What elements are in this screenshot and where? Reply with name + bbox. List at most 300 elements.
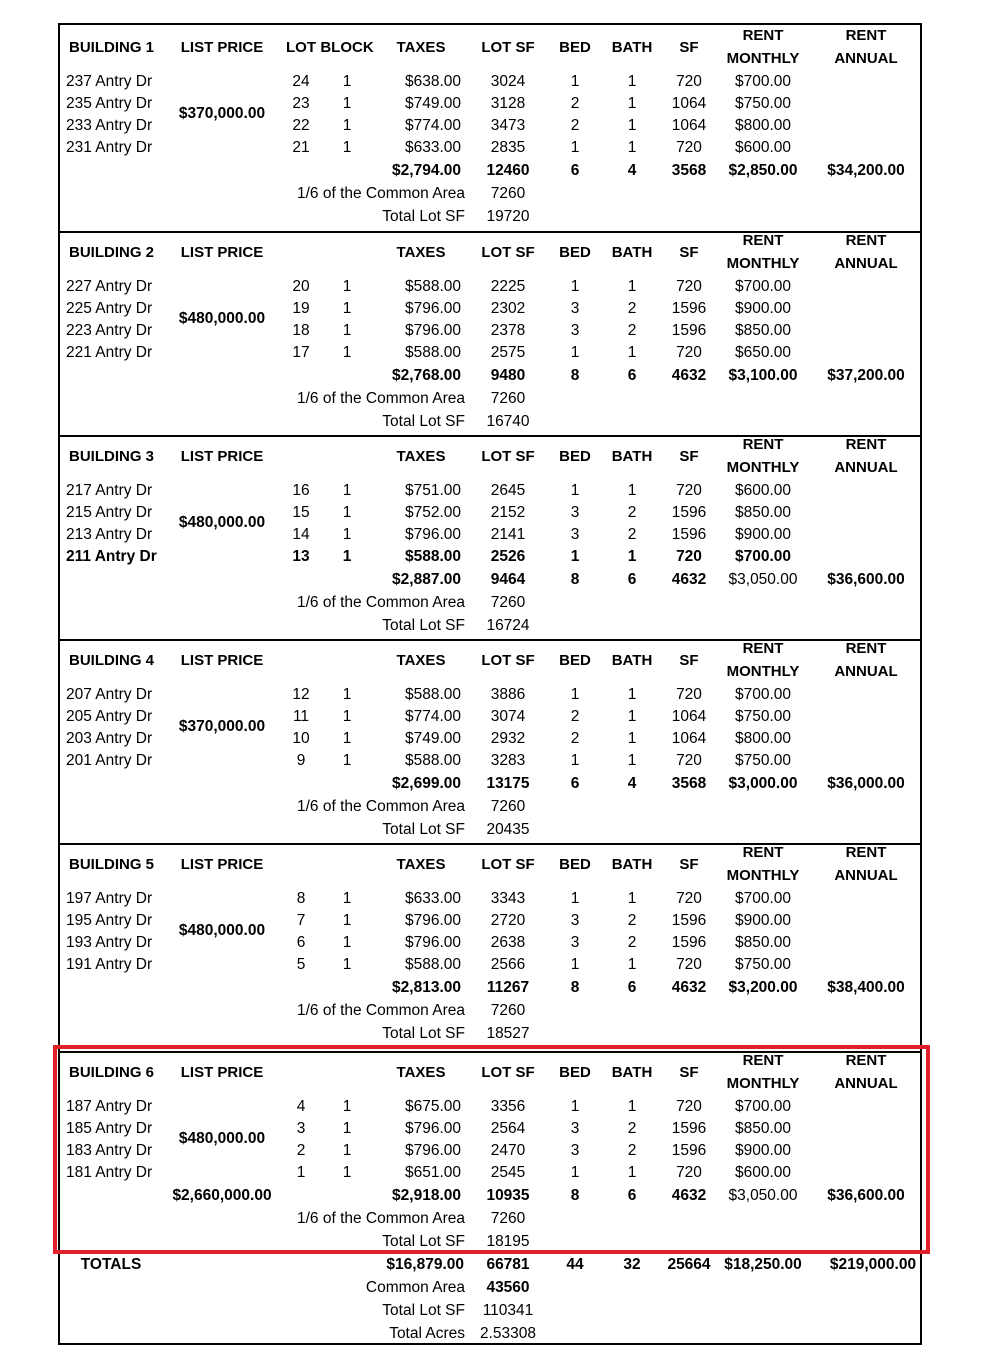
unit-taxes: $796.00 [404, 322, 461, 339]
unit-sf: 720 [676, 139, 702, 156]
unit-address: 225 Antry Dr [66, 300, 153, 317]
unit-taxes: $796.00 [404, 526, 461, 543]
unit-rent-monthly: $750.00 [734, 752, 792, 769]
unit-block: 1 [342, 548, 352, 565]
total-lot-sf-label: Total Lot SF [382, 413, 465, 430]
unit-address: 221 Antry Dr [66, 344, 153, 361]
unit-taxes: $633.00 [404, 890, 461, 907]
column-header-bed: BED [559, 39, 591, 56]
unit-bed: 3 [570, 322, 580, 339]
building-rent-annual-total: $36,600.00 [827, 571, 905, 588]
unit-rent-monthly: $650.00 [734, 344, 792, 361]
unit-rent-monthly: $850.00 [734, 504, 792, 521]
building-lot-sf-total: 12460 [486, 162, 530, 179]
unit-bed: 1 [570, 752, 580, 769]
unit-lot-sf: 3886 [490, 686, 526, 703]
unit-rent-monthly: $850.00 [734, 1120, 792, 1137]
column-header-sf: SF [679, 244, 699, 261]
column-header-list-price: LIST PRICE [180, 244, 264, 261]
unit-address: 223 Antry Dr [66, 322, 153, 339]
building-title: BUILDING 6 [69, 1064, 155, 1081]
column-header-sf: SF [679, 856, 699, 873]
unit-taxes: $588.00 [404, 344, 461, 361]
unit-bath: 1 [627, 686, 637, 703]
building-sf-total: 4632 [671, 1187, 707, 1204]
unit-block: 1 [342, 117, 352, 134]
unit-taxes: $749.00 [404, 95, 461, 112]
unit-lot: 20 [292, 278, 310, 295]
column-header-lot-sf: LOT SF [481, 1064, 535, 1081]
unit-taxes: $796.00 [404, 912, 461, 929]
building-bath-total: 4 [627, 775, 637, 792]
column-header-monthly: MONTHLY [726, 459, 800, 476]
column-header-annual: ANNUAL [834, 663, 898, 680]
column-header-list-price: LIST PRICE [180, 652, 264, 669]
unit-block: 1 [342, 73, 352, 90]
unit-lot-sf: 2470 [490, 1142, 526, 1159]
unit-address: 213 Antry Dr [66, 526, 153, 543]
unit-bed: 1 [570, 73, 580, 90]
unit-lot-sf: 2645 [490, 482, 526, 499]
column-header-annual: ANNUAL [834, 1075, 898, 1092]
unit-lot-sf: 2720 [490, 912, 526, 929]
unit-block: 1 [342, 278, 352, 295]
building-rent-annual-total: $36,000.00 [827, 775, 905, 792]
unit-bed: 1 [570, 890, 580, 907]
totals-rent-monthly: $18,250.00 [724, 1256, 802, 1273]
unit-lot-sf: 2564 [490, 1120, 526, 1137]
column-header-taxes: TAXES [396, 39, 446, 56]
building-sf-total: 4632 [671, 979, 707, 996]
unit-bath: 2 [627, 1120, 637, 1137]
unit-taxes: $752.00 [404, 504, 461, 521]
unit-bath: 1 [627, 117, 637, 134]
building-separator [58, 435, 922, 437]
unit-taxes: $675.00 [404, 1098, 461, 1115]
common-area-label: 1/6 of the Common Area [296, 594, 465, 611]
unit-sf: 720 [676, 73, 702, 90]
unit-lot-sf: 3283 [490, 752, 526, 769]
column-header-bath: BATH [611, 652, 653, 669]
totals-total-lot-sf-label: Total Lot SF [382, 1302, 465, 1319]
column-header-rent: RENT [845, 27, 887, 44]
unit-address: 197 Antry Dr [66, 890, 153, 907]
common-area-value: 7260 [490, 594, 526, 611]
unit-lot: 14 [292, 526, 310, 543]
unit-bed: 1 [570, 1164, 580, 1181]
column-header-rent: RENT [742, 27, 784, 44]
column-header-bed: BED [559, 856, 591, 873]
unit-rent-monthly: $700.00 [734, 278, 792, 295]
unit-address: 235 Antry Dr [66, 95, 153, 112]
building-rent-annual-total: $34,200.00 [827, 162, 905, 179]
building-lot-sf-total: 10935 [486, 1187, 530, 1204]
unit-block: 1 [342, 1142, 352, 1159]
common-area-value: 7260 [490, 1002, 526, 1019]
unit-bath: 1 [627, 548, 637, 565]
unit-rent-monthly: $600.00 [734, 139, 792, 156]
common-area-label: 1/6 of the Common Area [296, 798, 465, 815]
unit-lot: 12 [292, 686, 310, 703]
unit-rent-monthly: $900.00 [734, 1142, 792, 1159]
unit-bed: 3 [570, 1120, 580, 1137]
unit-rent-monthly: $800.00 [734, 117, 792, 134]
total-lot-sf-value: 16724 [486, 617, 530, 634]
total-lot-sf-label: Total Lot SF [382, 1025, 465, 1042]
unit-block: 1 [342, 504, 352, 521]
column-header-monthly: MONTHLY [726, 50, 800, 67]
unit-lot: 10 [292, 730, 310, 747]
unit-lot: 15 [292, 504, 310, 521]
unit-bath: 1 [627, 956, 637, 973]
building-sf-total: 3568 [671, 775, 707, 792]
unit-bed: 1 [570, 548, 580, 565]
unit-block: 1 [342, 934, 352, 951]
total-lot-sf-value: 18195 [486, 1233, 530, 1250]
unit-lot: 4 [296, 1098, 306, 1115]
unit-sf: 1596 [671, 1120, 707, 1137]
unit-block: 1 [342, 752, 352, 769]
unit-bed: 2 [570, 730, 580, 747]
building-rent-annual-total: $36,600.00 [827, 1187, 905, 1204]
unit-rent-monthly: $800.00 [734, 730, 792, 747]
unit-lot: 1 [296, 1164, 306, 1181]
common-area-value: 7260 [490, 185, 526, 202]
unit-bath: 2 [627, 1142, 637, 1159]
unit-taxes: $796.00 [404, 1120, 461, 1137]
building-taxes-total: $2,794.00 [392, 162, 461, 179]
common-area-label: 1/6 of the Common Area [296, 390, 465, 407]
unit-bath: 1 [627, 1164, 637, 1181]
unit-taxes: $774.00 [404, 117, 461, 134]
unit-bath: 2 [627, 912, 637, 929]
building-separator [58, 843, 922, 845]
unit-address: 231 Antry Dr [66, 139, 153, 156]
unit-sf: 720 [676, 1164, 702, 1181]
unit-lot: 22 [292, 117, 310, 134]
unit-lot: 2 [296, 1142, 306, 1159]
unit-bath: 2 [627, 934, 637, 951]
building-title: BUILDING 1 [69, 39, 155, 56]
building-title: BUILDING 3 [69, 448, 155, 465]
unit-lot-sf: 2545 [490, 1164, 526, 1181]
totals-sf: 25664 [667, 1256, 711, 1273]
column-header-monthly: MONTHLY [726, 663, 800, 680]
column-header-bed: BED [559, 652, 591, 669]
unit-address: 227 Antry Dr [66, 278, 153, 295]
total-lot-sf-label: Total Lot SF [382, 208, 465, 225]
unit-address: 183 Antry Dr [66, 1142, 153, 1159]
unit-sf: 720 [676, 956, 702, 973]
column-header-lot-sf: LOT SF [481, 39, 535, 56]
column-header-lot: LOT [286, 39, 316, 56]
unit-address: 187 Antry Dr [66, 1098, 153, 1115]
unit-sf: 1596 [671, 322, 707, 339]
unit-bed: 2 [570, 117, 580, 134]
unit-lot-sf: 3473 [490, 117, 526, 134]
unit-lot-sf: 3343 [490, 890, 526, 907]
unit-bed: 3 [570, 504, 580, 521]
unit-rent-monthly: $900.00 [734, 300, 792, 317]
column-header-taxes: TAXES [396, 652, 446, 669]
building-rent-monthly-total: $3,050.00 [728, 571, 798, 588]
total-lot-sf-label: Total Lot SF [382, 821, 465, 838]
unit-bed: 1 [570, 278, 580, 295]
building-rent-monthly-total: $3,050.00 [728, 1187, 798, 1204]
building-bath-total: 6 [627, 979, 637, 996]
unit-lot: 21 [292, 139, 310, 156]
building-bed-total: 8 [570, 979, 580, 996]
unit-bath: 2 [627, 300, 637, 317]
unit-lot: 23 [292, 95, 310, 112]
unit-bed: 3 [570, 300, 580, 317]
unit-address: 191 Antry Dr [66, 956, 153, 973]
total-lot-sf-value: 19720 [486, 208, 530, 225]
column-header-sf: SF [679, 652, 699, 669]
unit-bath: 1 [627, 73, 637, 90]
unit-address: 181 Antry Dr [66, 1164, 153, 1181]
unit-bed: 1 [570, 482, 580, 499]
column-header-bath: BATH [611, 1064, 653, 1081]
building-bath-total: 4 [627, 162, 637, 179]
building-taxes-total: $2,887.00 [392, 571, 461, 588]
building-title: BUILDING 4 [69, 652, 155, 669]
unit-lot: 17 [292, 344, 310, 361]
unit-sf: 720 [676, 752, 702, 769]
unit-lot-sf: 2225 [490, 278, 526, 295]
unit-bath: 2 [627, 504, 637, 521]
column-header-bath: BATH [611, 39, 653, 56]
total-lot-sf-value: 20435 [486, 821, 530, 838]
column-header-sf: SF [679, 1064, 699, 1081]
common-area-value: 7260 [490, 390, 526, 407]
unit-block: 1 [342, 139, 352, 156]
unit-lot-sf: 2835 [490, 139, 526, 156]
common-area-label: 1/6 of the Common Area [296, 185, 465, 202]
building-bath-total: 6 [627, 367, 637, 384]
unit-lot: 5 [296, 956, 306, 973]
unit-bath: 1 [627, 890, 637, 907]
unit-address: 201 Antry Dr [66, 752, 153, 769]
unit-address: 237 Antry Dr [66, 73, 153, 90]
unit-block: 1 [342, 300, 352, 317]
unit-block: 1 [342, 482, 352, 499]
column-header-bed: BED [559, 1064, 591, 1081]
building-separator [58, 639, 922, 641]
column-header-bed: BED [559, 448, 591, 465]
unit-sf: 1596 [671, 934, 707, 951]
unit-block: 1 [342, 1098, 352, 1115]
unit-taxes: $796.00 [404, 934, 461, 951]
unit-taxes: $774.00 [404, 708, 461, 725]
unit-block: 1 [342, 956, 352, 973]
totals-common-area-label: Common Area [365, 1279, 465, 1296]
building-rent-monthly-total: $3,000.00 [728, 775, 798, 792]
totals-taxes: $16,879.00 [386, 1256, 464, 1273]
unit-bed: 2 [570, 95, 580, 112]
column-header-bath: BATH [611, 244, 653, 261]
building-lot-sf-total: 13175 [486, 775, 530, 792]
building-rent-annual-total: $37,200.00 [827, 367, 905, 384]
column-header-list-price: LIST PRICE [180, 448, 264, 465]
unit-rent-monthly: $900.00 [734, 912, 792, 929]
unit-address: 195 Antry Dr [66, 912, 153, 929]
list-price-value: $480,000.00 [178, 514, 266, 531]
column-header-list-price: LIST PRICE [180, 856, 264, 873]
unit-sf: 720 [676, 890, 702, 907]
building-rent-annual-total: $38,400.00 [827, 979, 905, 996]
unit-sf: 720 [676, 1098, 702, 1115]
column-header-lot-sf: LOT SF [481, 652, 535, 669]
column-header-monthly: MONTHLY [726, 255, 800, 272]
unit-lot-sf: 3074 [490, 708, 526, 725]
unit-lot: 6 [296, 934, 306, 951]
unit-address: 193 Antry Dr [66, 934, 153, 951]
column-header-rent: RENT [845, 640, 887, 657]
unit-rent-monthly: $700.00 [734, 73, 792, 90]
column-header-rent: RENT [742, 640, 784, 657]
column-header-annual: ANNUAL [834, 867, 898, 884]
unit-rent-monthly: $700.00 [734, 686, 792, 703]
unit-lot-sf: 2575 [490, 344, 526, 361]
unit-sf: 1596 [671, 504, 707, 521]
building-list-price-total: $2,660,000.00 [172, 1187, 272, 1204]
totals-acres-value: 2.53308 [479, 1325, 537, 1342]
unit-bed: 3 [570, 526, 580, 543]
unit-lot-sf: 2302 [490, 300, 526, 317]
building-rent-monthly-total: $2,850.00 [728, 162, 798, 179]
totals-bed: 44 [566, 1256, 584, 1273]
unit-taxes: $638.00 [404, 73, 461, 90]
building-separator [58, 231, 922, 233]
building-taxes-total: $2,918.00 [392, 1187, 461, 1204]
unit-bath: 1 [627, 95, 637, 112]
column-header-bath: BATH [611, 856, 653, 873]
column-header-taxes: TAXES [396, 244, 446, 261]
unit-taxes: $749.00 [404, 730, 461, 747]
column-header-sf: SF [679, 448, 699, 465]
unit-block: 1 [342, 526, 352, 543]
unit-bed: 3 [570, 1142, 580, 1159]
unit-rent-monthly: $750.00 [734, 95, 792, 112]
column-header-monthly: MONTHLY [726, 1075, 800, 1092]
unit-bed: 2 [570, 708, 580, 725]
column-header-sf: SF [679, 39, 699, 56]
list-price-value: $480,000.00 [178, 310, 266, 327]
totals-rent-annual: $219,000.00 [829, 1256, 917, 1273]
totals-label: TOTALS [80, 1256, 142, 1273]
common-area-value: 7260 [490, 1210, 526, 1227]
unit-taxes: $588.00 [404, 686, 461, 703]
unit-bed: 1 [570, 686, 580, 703]
unit-taxes: $751.00 [404, 482, 461, 499]
unit-bath: 1 [627, 708, 637, 725]
building-bed-total: 6 [570, 775, 580, 792]
column-header-rent: RENT [845, 232, 887, 249]
column-header-rent: RENT [742, 844, 784, 861]
totals-bath: 32 [623, 1256, 641, 1273]
common-area-label: 1/6 of the Common Area [296, 1002, 465, 1019]
unit-block: 1 [342, 95, 352, 112]
unit-taxes: $633.00 [404, 139, 461, 156]
column-header-block: BLOCK [320, 39, 374, 56]
unit-lot: 24 [292, 73, 310, 90]
unit-lot-sf: 3024 [490, 73, 526, 90]
unit-rent-monthly: $600.00 [734, 1164, 792, 1181]
column-header-lot-sf: LOT SF [481, 448, 535, 465]
building-bed-total: 8 [570, 367, 580, 384]
unit-address: 217 Antry Dr [66, 482, 153, 499]
unit-block: 1 [342, 730, 352, 747]
total-lot-sf-label: Total Lot SF [382, 617, 465, 634]
column-header-taxes: TAXES [396, 448, 446, 465]
building-sf-total: 3568 [671, 162, 707, 179]
unit-taxes: $796.00 [404, 300, 461, 317]
unit-lot-sf: 2378 [490, 322, 526, 339]
unit-taxes: $588.00 [404, 956, 461, 973]
unit-block: 1 [342, 322, 352, 339]
unit-sf: 1064 [671, 117, 707, 134]
unit-lot: 11 [292, 708, 310, 725]
unit-sf: 720 [676, 344, 702, 361]
list-price-value: $480,000.00 [178, 1130, 266, 1147]
building-lot-sf-total: 9464 [490, 571, 526, 588]
unit-bath: 1 [627, 730, 637, 747]
unit-lot: 19 [292, 300, 310, 317]
common-area-label: 1/6 of the Common Area [296, 1210, 465, 1227]
column-header-rent: RENT [845, 1052, 887, 1069]
unit-bath: 1 [627, 1098, 637, 1115]
unit-lot-sf: 3356 [490, 1098, 526, 1115]
unit-lot-sf: 2638 [490, 934, 526, 951]
unit-address: 211 Antry Dr [66, 548, 157, 565]
list-price-value: $370,000.00 [178, 718, 266, 735]
building-bed-total: 6 [570, 162, 580, 179]
unit-taxes: $651.00 [404, 1164, 461, 1181]
unit-lot: 18 [292, 322, 310, 339]
unit-block: 1 [342, 686, 352, 703]
building-lot-sf-total: 9480 [490, 367, 526, 384]
unit-bath: 2 [627, 526, 637, 543]
unit-rent-monthly: $700.00 [734, 1098, 792, 1115]
unit-sf: 1596 [671, 1142, 707, 1159]
unit-block: 1 [342, 890, 352, 907]
unit-block: 1 [342, 344, 352, 361]
unit-block: 1 [342, 1164, 352, 1181]
unit-bed: 1 [570, 344, 580, 361]
unit-lot: 7 [296, 912, 306, 929]
unit-lot-sf: 2932 [490, 730, 526, 747]
unit-bed: 3 [570, 912, 580, 929]
building-lot-sf-total: 11267 [486, 979, 530, 996]
unit-lot-sf: 2566 [490, 956, 526, 973]
unit-bath: 1 [627, 482, 637, 499]
unit-taxes: $796.00 [404, 1142, 461, 1159]
list-price-value: $480,000.00 [178, 922, 266, 939]
unit-bath: 1 [627, 344, 637, 361]
building-separator [58, 1051, 922, 1053]
unit-address: 205 Antry Dr [66, 708, 153, 725]
building-title: BUILDING 5 [69, 856, 155, 873]
building-taxes-total: $2,699.00 [392, 775, 461, 792]
column-header-annual: ANNUAL [834, 459, 898, 476]
unit-taxes: $588.00 [404, 548, 461, 565]
unit-bed: 1 [570, 139, 580, 156]
unit-sf: 720 [676, 686, 702, 703]
unit-sf: 720 [676, 278, 702, 295]
unit-bed: 1 [570, 956, 580, 973]
totals-total-lot-sf-value: 110341 [482, 1302, 534, 1319]
